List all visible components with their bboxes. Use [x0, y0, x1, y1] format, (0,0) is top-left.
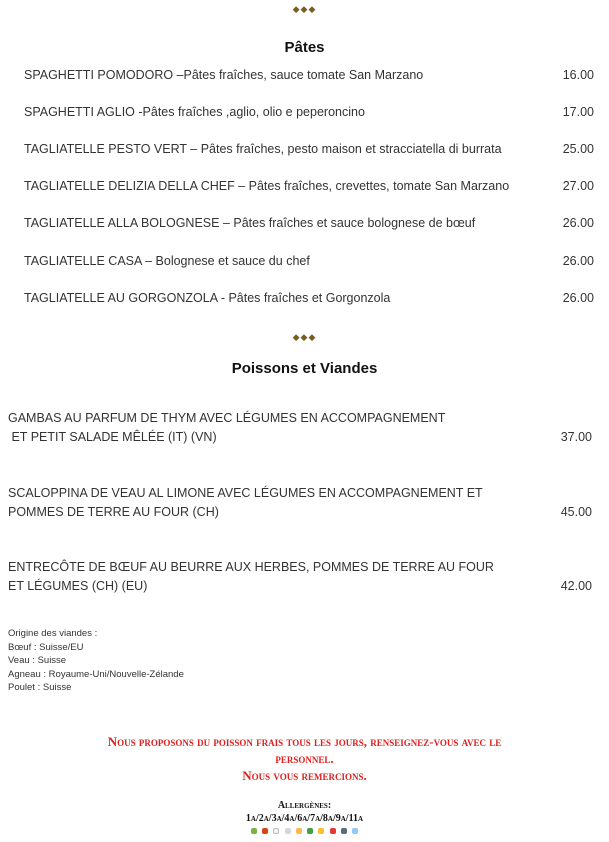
allergens-block [0, 799, 609, 825]
milk-icon [273, 828, 279, 834]
menu-item-line: GAMBAS AU PARFUM DE THYM AVEC LÉGUMES EN ACCOMPAGNEMENT [8, 411, 446, 425]
meat-origin-line: Bœuf : Suisse/EU [8, 641, 84, 653]
menu-item-line: POMMES DE TERRE AU FOUR (CH) [8, 505, 219, 519]
menu-item-viandes [8, 409, 598, 447]
peanut-icon [296, 828, 302, 834]
menu-item-viandes [8, 558, 598, 596]
allergens-codes: 1a/2a/3a/4a/6a/7a/8a/9a/11a [245, 813, 364, 824]
mollusc-icon [341, 828, 347, 834]
menu-item-price: 42.00 [560, 579, 592, 593]
menu-item-pates [24, 142, 594, 160]
menu-item-name: TAGLIATELLE PESTO VERT – Pâtes fraîches, pesto maison et stracciatella di burrata [24, 142, 502, 156]
menu-item-name: SPAGHETTI POMODORO –Pâtes fraîches, sauce tomate San Marzano [24, 68, 424, 82]
egg-icon [285, 828, 291, 834]
menu-item-price: 16.00 [562, 68, 594, 82]
menu-item-price: 25.00 [562, 142, 594, 156]
menu-item-price: 27.00 [562, 179, 594, 193]
fish-icon [330, 828, 336, 834]
section-divider: ◆◆◆ [292, 332, 317, 342]
menu-item-price: 17.00 [562, 105, 594, 119]
menu-item-pates [24, 254, 594, 272]
menu-item-name: SPAGHETTI AGLIO -Pâtes fraîches ,aglio, olio e peperoncino [24, 105, 365, 119]
notice-line: Nous proposons du poisson frais tous les jours, renseignez-vous avec le [107, 734, 502, 749]
meat-origin-line: Poulet : Suisse [8, 682, 72, 693]
celery-icon [307, 828, 313, 834]
menu-item-price: 26.00 [562, 216, 594, 230]
meat-origin-line: Veau : Suisse [8, 655, 67, 666]
top-divider: ◆◆◆ [292, 4, 317, 14]
notice-line: personnel. [275, 751, 334, 766]
notice-line: Nous vous remercions. [242, 768, 367, 783]
menu-item-name: TAGLIATELLE AU GORGONZOLA - Pâtes fraîches et Gorgonzola [24, 291, 391, 305]
crustacean-icon [262, 828, 268, 834]
menu-item-line: ENTRECÔTE DE BŒUF AU BEURRE AUX HERBES, POMMES DE TERRE AU FOUR [8, 560, 494, 574]
allergens-heading: Allergènes: [277, 800, 332, 811]
section-title-pates: Pâtes [284, 39, 325, 56]
menu-item-pates [24, 105, 594, 123]
menu-item-price: 37.00 [560, 430, 592, 444]
meat-origin-block [8, 627, 184, 695]
allergen-icons-row [0, 826, 609, 835]
menu-item-line: SCALOPPINA DE VEAU AL LIMONE AVEC LÉGUMES EN ACCOMPAGNEMENT ET [8, 486, 483, 500]
fresh-fish-notice [0, 733, 609, 784]
menu-item-viandes [8, 484, 598, 522]
mustard-icon [318, 828, 324, 834]
menu-item-pates [24, 291, 594, 309]
menu-item-pates [24, 68, 594, 86]
menu-item-price: 26.00 [562, 254, 594, 268]
meat-origin-line: Agneau : Royaume-Uni/Nouvelle-Zélande [8, 668, 184, 680]
meat-origin-heading: Origine des viandes : [8, 628, 98, 639]
menu-item-pates [24, 179, 594, 197]
wheat-icon [251, 828, 257, 834]
menu-item-name: TAGLIATELLE CASA – Bolognese et sauce du chef [24, 254, 310, 268]
sulphite-icon [352, 828, 358, 834]
menu-item-price: 26.00 [562, 291, 594, 305]
menu-item-price: 45.00 [560, 505, 592, 519]
menu-item-line: ET PETIT SALADE MÊLÉE (IT) (VN) [8, 430, 217, 444]
section-title-viandes: Poissons et Viandes [231, 360, 378, 377]
menu-item-pates [24, 216, 594, 234]
menu-item-name: TAGLIATELLE DELIZIA DELLA CHEF – Pâtes fraîches, crevettes, tomate San Marzano [24, 179, 510, 193]
menu-item-name: TAGLIATELLE ALLA BOLOGNESE – Pâtes fraîches et sauce bolognese de bœuf [24, 216, 476, 230]
menu-item-line: ET LÉGUMES (CH) (EU) [8, 579, 148, 593]
